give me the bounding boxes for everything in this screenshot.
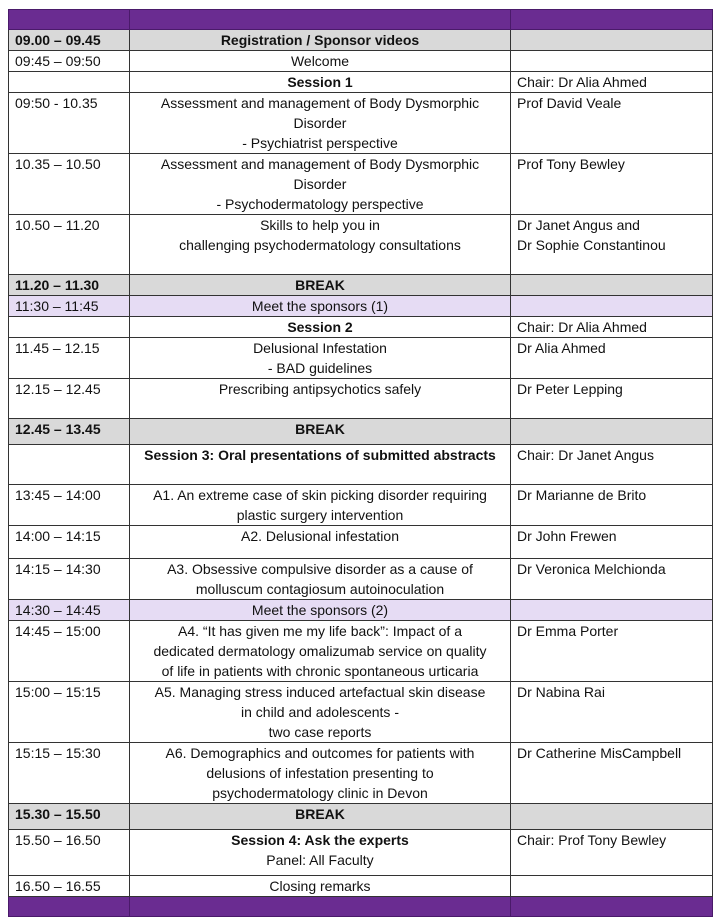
agenda-row [9, 876, 713, 897]
row-speaker-line: Dr John Frewen [517, 528, 617, 544]
row-speaker [511, 317, 713, 338]
row-speaker-line: Chair: Prof Tony Bewley [517, 832, 667, 848]
row-title [130, 296, 511, 317]
row-title-line: - Psychiatrist perspective [242, 135, 398, 151]
row-speaker-line: Dr Nabina Rai [517, 684, 605, 700]
agenda-row [9, 526, 713, 559]
row-time: 14:00 – 14:15 [9, 526, 130, 559]
row-title-line: A4. “It has given me my life back”: Impact of a [178, 623, 462, 639]
agenda-row [9, 830, 713, 876]
row-speaker-line: Chair: Dr Janet Angus [517, 447, 654, 463]
row-title [130, 804, 511, 830]
row-title-line: Session 3: Oral presentations of submitted abstracts [144, 447, 496, 463]
row-speaker-line: Dr Peter Lepping [517, 381, 623, 397]
row-title [130, 830, 511, 876]
footer-bar [9, 897, 713, 917]
row-title [130, 338, 511, 379]
agenda-row [9, 485, 713, 526]
row-title-line: Closing remarks [269, 878, 371, 894]
row-time: 14:30 – 14:45 [9, 600, 130, 621]
row-title-line: challenging psychodermatology consultations [179, 237, 461, 253]
row-time: 11.20 – 11.30 [9, 275, 130, 296]
row-title-line: Session 4: Ask the experts [231, 832, 409, 848]
row-title-line: Disorder [293, 115, 347, 131]
footer-cell-title [130, 897, 511, 917]
row-title-line: Skills to help you in [260, 217, 380, 233]
row-title [130, 485, 511, 526]
row-title [130, 526, 511, 559]
row-title-line: Assessment and management of Body Dysmorphic [160, 95, 480, 111]
row-title-line: A5. Managing stress induced artefactual skin disease [154, 684, 486, 700]
row-title [130, 51, 511, 72]
row-title-line: A3. Obsessive compulsive disorder as a cause of [167, 561, 473, 577]
row-title [130, 559, 511, 600]
row-title-line: Disorder [293, 176, 347, 192]
agenda-row [9, 30, 713, 51]
row-speaker [511, 338, 713, 379]
agenda-row [9, 621, 713, 682]
row-time: 15:15 – 15:30 [9, 743, 130, 804]
row-title-line: - Psychodermatology perspective [216, 196, 424, 212]
row-time: 12.45 – 13.45 [9, 419, 130, 445]
row-speaker [511, 600, 713, 621]
row-time: 11:30 – 11:45 [9, 296, 130, 317]
row-speaker-line: Dr Marianne de Brito [517, 487, 647, 503]
row-speaker-line: Dr Veronica Melchionda [517, 561, 666, 577]
header-cell-title [130, 10, 511, 30]
row-title [130, 743, 511, 804]
row-title-line: Welcome [290, 53, 350, 69]
row-title-line: Session 1 [287, 74, 353, 90]
row-title-line: Delusional Infestation [253, 340, 387, 356]
row-title [130, 93, 511, 154]
row-speaker-line: Chair: Dr Alia Ahmed [517, 319, 647, 335]
row-title-line: molluscum contagiosum autoinoculation [195, 581, 445, 597]
agenda-body [9, 10, 713, 917]
row-time: 16.50 – 16.55 [9, 876, 130, 897]
row-title-line: Session 2 [287, 319, 353, 335]
row-title [130, 379, 511, 419]
agenda-row [9, 379, 713, 419]
agenda-row [9, 317, 713, 338]
footer-cell-speaker [511, 897, 713, 917]
row-speaker-line: Prof David Veale [517, 95, 622, 111]
row-title [130, 154, 511, 215]
row-title [130, 419, 511, 445]
agenda-row [9, 419, 713, 445]
row-title [130, 30, 511, 51]
row-speaker [511, 876, 713, 897]
row-speaker [511, 51, 713, 72]
row-speaker [511, 30, 713, 51]
row-time: 09.00 – 09.45 [9, 30, 130, 51]
row-speaker [511, 154, 713, 215]
row-title-line: Meet the sponsors (1) [251, 298, 389, 314]
agenda-row [9, 215, 713, 275]
agenda-row [9, 72, 713, 93]
row-title-line: - BAD guidelines [267, 360, 373, 376]
footer-cell-time [9, 897, 130, 917]
row-speaker [511, 275, 713, 296]
row-speaker [511, 379, 713, 419]
row-title-line: BREAK [295, 806, 345, 822]
row-title-line: BREAK [295, 421, 345, 437]
row-speaker [511, 445, 713, 485]
row-speaker-line: Chair: Dr Alia Ahmed [517, 74, 647, 90]
row-speaker [511, 419, 713, 445]
row-speaker [511, 72, 713, 93]
row-title-line: A6. Demographics and outcomes for patients with [165, 745, 475, 761]
agenda-row [9, 445, 713, 485]
row-speaker [511, 215, 713, 275]
row-title-line: in child and adolescents - [241, 704, 399, 720]
row-time: 15:00 – 15:15 [9, 682, 130, 743]
row-time: 09:50 - 10.35 [9, 93, 130, 154]
row-speaker [511, 621, 713, 682]
row-title [130, 215, 511, 275]
agenda-row [9, 154, 713, 215]
row-title [130, 682, 511, 743]
header-bar [9, 10, 713, 30]
row-title-line: Panel: All Faculty [266, 852, 374, 868]
header-cell-time [9, 10, 130, 30]
row-speaker [511, 743, 713, 804]
row-title [130, 72, 511, 93]
row-title-line: two case reports [268, 724, 372, 740]
agenda-row [9, 804, 713, 830]
row-time: 12.15 – 12.45 [9, 379, 130, 419]
row-speaker [511, 559, 713, 600]
agenda-row [9, 338, 713, 379]
agenda-row [9, 559, 713, 600]
row-speaker [511, 682, 713, 743]
agenda-row [9, 296, 713, 317]
agenda-row [9, 275, 713, 296]
row-time: 14:45 – 15:00 [9, 621, 130, 682]
row-title-line: Prescribing antipsychotics safely [218, 381, 422, 397]
row-speaker-line: Dr Emma Porter [517, 623, 619, 639]
row-title-line: BREAK [295, 277, 345, 293]
row-title-line: A2. Delusional infestation [241, 528, 399, 544]
agenda-row [9, 51, 713, 72]
agenda-row [9, 600, 713, 621]
row-title [130, 317, 511, 338]
row-time: 15.30 – 15.50 [9, 804, 130, 830]
row-title [130, 275, 511, 296]
row-speaker-line: Dr Sophie Constantinou [517, 237, 666, 253]
row-time: 15.50 – 16.50 [9, 830, 130, 876]
row-time: 13:45 – 14:00 [9, 485, 130, 526]
row-speaker [511, 804, 713, 830]
row-time: 10.50 – 11.20 [9, 215, 130, 275]
row-speaker [511, 526, 713, 559]
row-speaker [511, 93, 713, 154]
row-title-line: delusions of infestation presenting to [206, 765, 434, 781]
row-time: 14:15 – 14:30 [9, 559, 130, 600]
row-title [130, 621, 511, 682]
row-title-line: Registration / Sponsor videos [220, 32, 420, 48]
row-title-line: of life in patients with chronic spontaneous urticaria [161, 663, 479, 679]
row-time [9, 445, 130, 485]
row-time [9, 317, 130, 338]
row-title [130, 876, 511, 897]
row-title-line: Meet the sponsors (2) [251, 602, 389, 618]
row-title-line: A1. An extreme case of skin picking disorder requiring [153, 487, 487, 503]
row-time: 10.35 – 10.50 [9, 154, 130, 215]
agenda-row [9, 743, 713, 804]
agenda-row [9, 93, 713, 154]
row-time: 09:45 – 09:50 [9, 51, 130, 72]
row-speaker [511, 485, 713, 526]
header-cell-speaker [511, 10, 713, 30]
agenda-row [9, 682, 713, 743]
row-title-line: dedicated dermatology omalizumab service on quality [153, 643, 487, 659]
row-speaker-line: Prof Tony Bewley [517, 156, 625, 172]
row-speaker-line: Dr Janet Angus and [517, 217, 640, 233]
row-time: 11.45 – 12.15 [9, 338, 130, 379]
row-title [130, 445, 511, 485]
row-time [9, 72, 130, 93]
row-speaker-line: Dr Alia Ahmed [517, 340, 606, 356]
row-title [130, 600, 511, 621]
row-title-line: Assessment and management of Body Dysmorphic [160, 156, 480, 172]
agenda-table [8, 9, 713, 917]
row-title-line: plastic surgery intervention [236, 507, 404, 523]
row-speaker-line: Dr Catherine MisCampbell [517, 745, 682, 761]
row-speaker [511, 296, 713, 317]
row-speaker [511, 830, 713, 876]
row-title-line: psychodermatology clinic in Devon [212, 785, 428, 801]
